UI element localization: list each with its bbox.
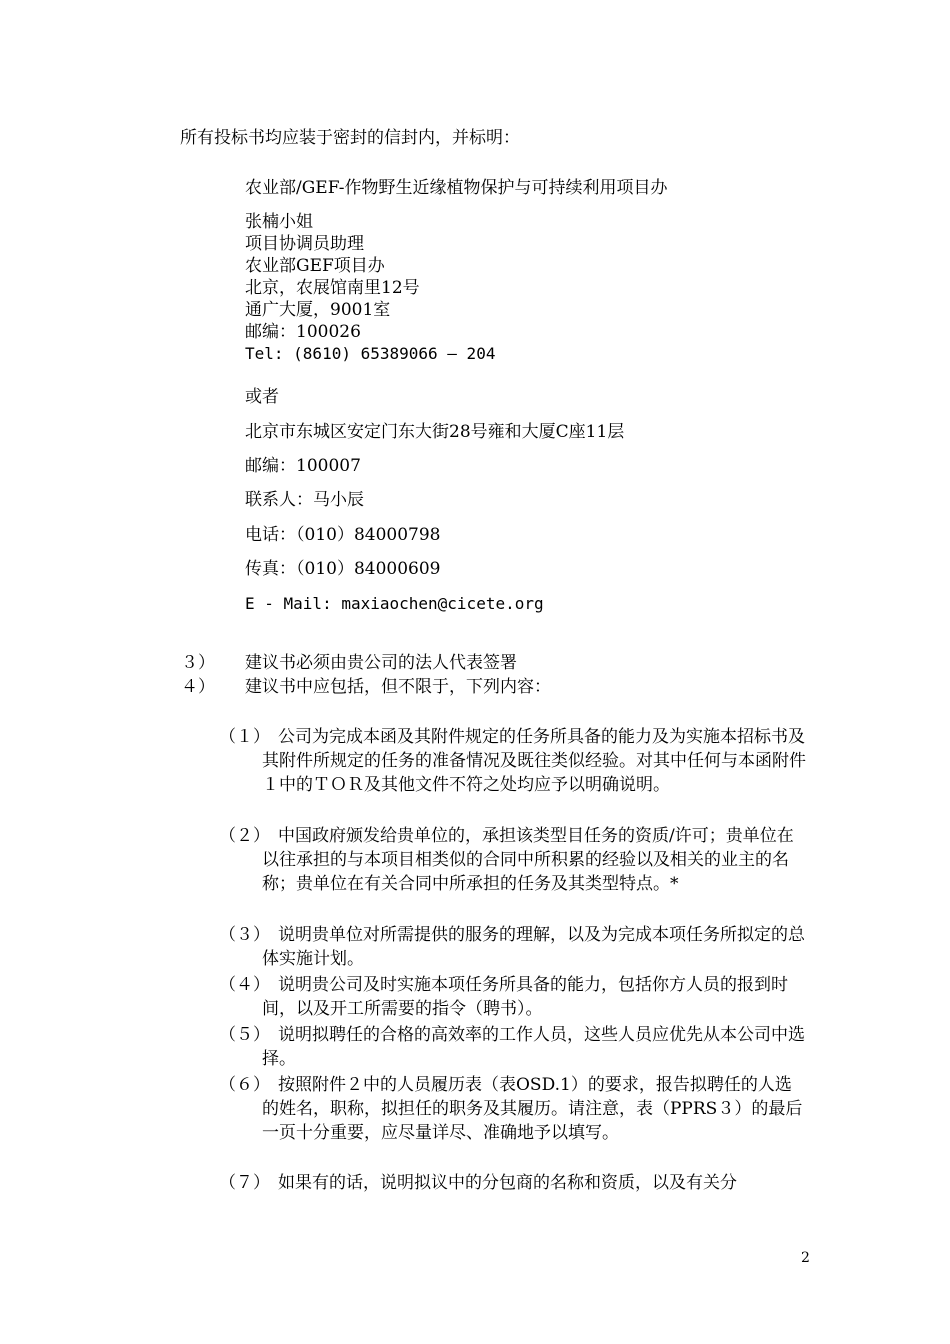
subitem-number: （２） bbox=[219, 826, 270, 846]
subitem-number: （６） bbox=[219, 1075, 270, 1095]
or-text: 或者 bbox=[245, 387, 279, 407]
address2-street: 北京市东城区安定门东大街28号雍和大厦C座11层 bbox=[245, 422, 625, 442]
subitem-text: 如果有的话，说明拟议中的分包商的名称和资质，以及有关分 bbox=[278, 1173, 737, 1193]
subitem-number: （５） bbox=[219, 1025, 270, 1045]
address-title: 项目协调员助理 bbox=[245, 234, 364, 254]
subitem-number: （７） bbox=[219, 1173, 270, 1193]
subitem-text: 中国政府颁发给贵单位的，承担该类型目任务的资质/许可；贵单位在以往承担的与本项目相类似的合同中所积累的经验以及相关的业主的名称；贵单位在有关合同中所承担的任务及其类型特点。* bbox=[262, 826, 794, 894]
item-number: ３） bbox=[181, 653, 215, 673]
address-name: 张楠小姐 bbox=[245, 212, 313, 232]
subitem-text: 公司为完成本函及其附件规定的任务所具备的能力及为实施本招标书及其附件所规定的任务的准备情况及既往类似经验。对其中任何与本函附件１中的ＴＯＲ及其他文件不符之处均应予以明确说明。 bbox=[262, 727, 806, 795]
address2-contact: 联系人：马小辰 bbox=[245, 490, 364, 510]
address2-postcode: 邮编：100007 bbox=[245, 456, 361, 476]
address-postcode: 邮编：100026 bbox=[245, 322, 361, 342]
subitem-text: 按照附件２中的人员履历表（表OSD.1）的要求，报告拟聘任的人选的姓名，职称，拟担任的职务及其履历。请注意，表（PPRS３）的最后一页十分重要，应尽量详尽、准确地予以填写。 bbox=[262, 1075, 803, 1143]
address-office: 农业部GEF项目办 bbox=[245, 256, 385, 276]
address-tel: Tel: (8610) 65389066 – 204 bbox=[245, 344, 496, 363]
address-street: 北京，农展馆南里12号 bbox=[245, 278, 420, 298]
address-org: 农业部/GEF-作物野生近缘植物保护与可持续利用项目办 bbox=[245, 178, 668, 198]
item-text: 建议书必须由贵公司的法人代表签署 bbox=[245, 653, 517, 673]
address2-fax: 传真：（010）84000609 bbox=[245, 559, 441, 579]
intro-text: 所有投标书均应装于密封的信封内，并标明： bbox=[180, 128, 520, 148]
subitem-text: 说明贵公司及时实施本项任务所具备的能力，包括你方人员的报到时间，以及开工所需要的指令（聘书）。 bbox=[262, 975, 788, 1019]
address2-email: E - Mail: maxiaochen@cicete.org bbox=[245, 594, 544, 613]
subitem-number: （３） bbox=[219, 925, 270, 945]
subitem-number: （１） bbox=[219, 727, 270, 747]
address2-phone: 电话：（010）84000798 bbox=[245, 525, 441, 545]
item-text: 建议书中应包括，但不限于，下列内容： bbox=[245, 677, 551, 697]
subitem-text: 说明贵单位对所需提供的服务的理解，以及为完成本项任务所拟定的总体实施计划。 bbox=[262, 925, 805, 969]
subitem-text: 说明拟聘任的合格的高效率的工作人员，这些人员应优先从本公司中选择。 bbox=[262, 1025, 805, 1069]
address-building: 通广大厦，9001室 bbox=[245, 300, 391, 320]
page-number: 2 bbox=[801, 1250, 810, 1266]
item-number: ４） bbox=[181, 677, 215, 697]
subitem-number: （４） bbox=[219, 975, 270, 995]
